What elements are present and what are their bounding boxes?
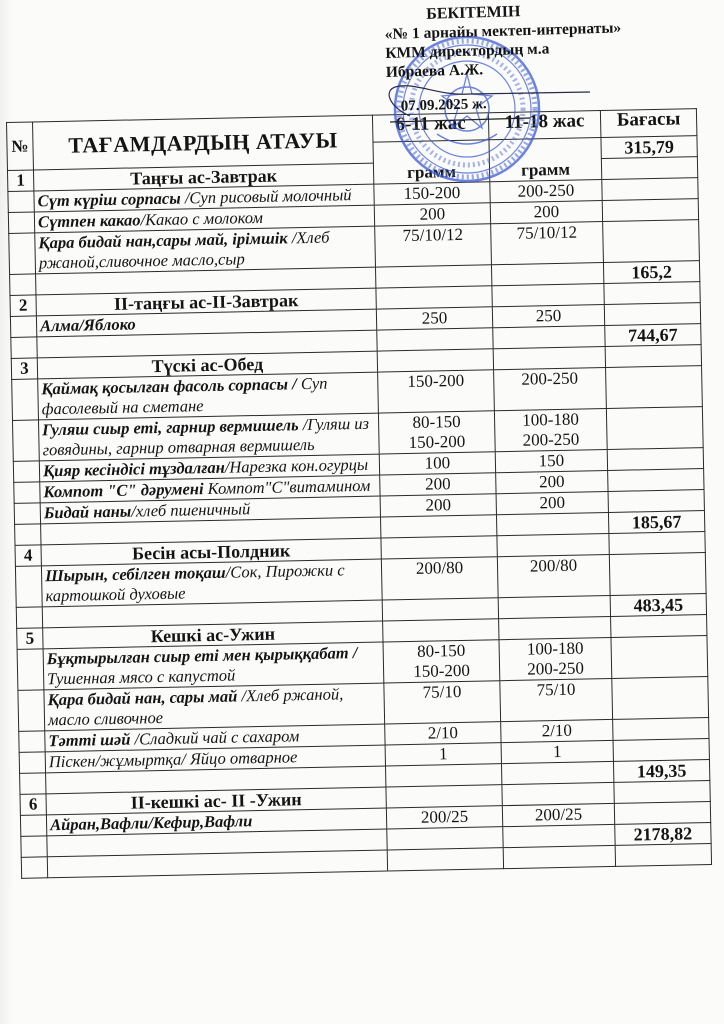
dish-name-kz: Сүт күріш сорпасы	[37, 188, 181, 211]
dish-name-ru: Компот"С"витамином	[203, 475, 371, 499]
section-number: 3	[11, 358, 37, 380]
empty-cell	[382, 598, 498, 621]
dish-name	[44, 683, 385, 731]
header-age-11-18: 11-18 жас	[488, 111, 601, 140]
header-unit-gram-2: грамм	[489, 138, 602, 182]
header-unit-gram-1: грамм	[373, 140, 490, 184]
dish-name-kz: Компот "С" дәрумені	[43, 479, 204, 502]
empty-cell	[497, 533, 609, 556]
dish-name-kz: Шырын, себілген тоқаш	[44, 562, 226, 586]
empty-cell	[615, 843, 711, 866]
dish-name-kz: Айран,Вафли/Кефир,Вафли	[49, 811, 253, 835]
empty-cell	[375, 265, 491, 288]
empty-cell	[606, 366, 703, 409]
empty-cell	[11, 337, 37, 359]
dish-name-ru: /Нарезка кон.огурцы	[224, 454, 369, 477]
dish-name-ru: /Хлеб ржаной,сливочное масло,сыр	[38, 227, 330, 273]
section-number: 6	[20, 794, 46, 816]
empty-cell	[609, 532, 705, 555]
portion-6-11: 200/25	[386, 806, 502, 829]
dish-name-kz: Қара бидай нан,сары май, ірімшік	[38, 228, 288, 253]
dish-name-kz: Тәтті шәй	[48, 729, 131, 751]
empty-cell	[606, 407, 703, 450]
empty-cell	[377, 328, 493, 351]
empty-cell	[496, 512, 608, 535]
portion-6-11: 200/80	[381, 557, 498, 600]
header-age-6-11: 6-11 жас	[372, 113, 489, 142]
portion-11-18: 200/80	[497, 554, 610, 597]
dish-name-kz: Қара бидай нан, сары май	[47, 686, 238, 710]
portion-11-18: 250	[492, 305, 604, 328]
portion-11-18: 200	[490, 201, 602, 224]
empty-cell	[604, 282, 700, 305]
empty-cell	[17, 649, 44, 691]
empty-cell	[604, 303, 700, 326]
empty-cell	[12, 379, 39, 421]
empty-cell	[613, 718, 709, 741]
portion-6-11: 100	[379, 452, 495, 475]
dish-name-ru: Суп фасолевый на сметане	[41, 373, 328, 419]
dish-name-ru: /Сок, Пирожки с картошкой духовые	[45, 560, 345, 606]
portion-6-11: 75/10/12	[375, 224, 492, 267]
dish-name-kz: Қаймақ қосылған фасоль сорпасы /	[41, 374, 297, 399]
empty-cell	[499, 616, 611, 639]
empty-cell	[21, 836, 47, 858]
empty-cell	[376, 286, 492, 309]
menu-table	[6, 108, 712, 879]
portion-6-11: 150-200	[378, 370, 495, 413]
approval-date: 07.09.2025 ж.	[400, 96, 487, 115]
dish-name-ru: /Суп рисовый молочный	[180, 185, 352, 208]
approval-position: КММ директордың м.а	[385, 40, 550, 62]
empty-cell	[614, 781, 710, 804]
empty-cell	[608, 490, 704, 513]
dish-name	[41, 559, 382, 607]
empty-cell	[611, 636, 708, 679]
empty-cell	[612, 677, 709, 720]
empty-cell	[609, 553, 706, 596]
empty-cell	[602, 178, 698, 201]
empty-cell	[19, 731, 45, 753]
empty-cell	[20, 773, 46, 795]
header-number: №	[7, 122, 34, 171]
empty-cell	[20, 815, 46, 837]
empty-cell	[8, 212, 34, 234]
portion-11-18: 200-250	[494, 368, 607, 411]
approval-title: БЕКІТЕМІН	[426, 3, 521, 23]
dish-name-kz: Бұқтырылған сиыр еті мен қырыққабат /	[46, 643, 358, 669]
empty-cell	[381, 536, 497, 559]
empty-cell	[386, 785, 502, 808]
portion-11-18: 75/10/12	[491, 222, 604, 265]
dish-name-kz: Қияр кесіндісі тұздалған	[42, 457, 225, 481]
dish-name-ru: /Гуляш из говядины, гарнир отварная вермишель	[42, 413, 370, 460]
section-title: Түскі ас-Обед	[37, 351, 377, 379]
dish-name	[35, 226, 376, 274]
portion-6-11: 200	[380, 494, 496, 517]
section-price: 744,67	[605, 324, 701, 347]
portion-11-18: 200	[496, 491, 608, 514]
dish-name-ru: /Хлеб ржаной, масло сливочное	[47, 684, 344, 730]
dish-name	[38, 372, 379, 420]
empty-cell	[9, 233, 36, 275]
empty-cell	[21, 857, 47, 879]
empty-cell	[613, 739, 709, 762]
empty-cell	[502, 782, 614, 805]
empty-cell	[10, 274, 36, 296]
portion-11-18: 200/25	[502, 803, 614, 826]
empty-cell	[601, 157, 697, 180]
portion-11-18: 200	[496, 470, 608, 493]
section-title: Кешкі ас-Ужин	[43, 621, 383, 649]
empty-cell	[8, 191, 34, 213]
empty-cell	[377, 349, 493, 372]
dish-name-ru: /хлеб пшеничный	[131, 499, 251, 521]
dish-name-kz: Бидай наны	[43, 501, 132, 523]
empty-cell	[603, 220, 700, 263]
total-price: 2178,82	[615, 822, 711, 845]
portion-11-18: 75/10	[500, 678, 613, 721]
portion-11-18: 100-180 200-250	[499, 637, 612, 680]
empty-cell	[386, 764, 502, 787]
portion-11-18: 2/10	[501, 719, 613, 742]
approval-institution: «№ 1 арнайы мектеп-интернаты»	[384, 19, 622, 43]
portion-6-11: 1	[385, 743, 501, 766]
portion-11-18: 100-180 200-250	[494, 409, 607, 452]
section-number: 2	[10, 295, 36, 317]
empty-cell	[493, 326, 605, 349]
portion-6-11: 200	[380, 473, 496, 496]
approval-name: Ибраева А.Ж.	[385, 61, 484, 81]
section-title: Таңғы ас-Завтрак	[33, 163, 373, 191]
section-title: II-кешкі ас- II -Ужин	[46, 787, 386, 815]
empty-cell	[16, 607, 42, 629]
dish-name	[38, 413, 379, 461]
empty-cell	[387, 827, 503, 850]
empty-cell	[503, 824, 615, 847]
empty-cell	[605, 345, 701, 368]
portion-6-11: 250	[376, 307, 492, 330]
empty-cell	[15, 524, 41, 546]
empty-cell	[13, 461, 39, 483]
dish-name-kz: Гуляш сиыр еті, гарнир вермишель	[41, 415, 299, 440]
dish-name-ru: Піскен/жұмыртқа/ Яйцо отварное	[48, 747, 298, 772]
empty-cell	[491, 263, 603, 286]
portion-11-18: 200-250	[490, 180, 602, 203]
empty-cell	[14, 482, 40, 504]
section-title: Бесін асы-Полдник	[41, 538, 381, 566]
dish-name-kz: Сүтпен какао	[37, 210, 141, 232]
empty-cell	[614, 802, 710, 825]
section-number: 4	[15, 545, 41, 567]
section-number: 5	[17, 628, 43, 650]
portion-6-11: 150-200	[374, 182, 490, 205]
dish-name-ru: Тушенная мясо с капустой	[46, 665, 236, 689]
empty-cell	[387, 848, 503, 871]
section-title: II-таңғы ас-II-Завтрак	[36, 288, 376, 316]
empty-cell	[607, 448, 703, 471]
section-price: 185,67	[608, 511, 704, 534]
header-dish-name: ТАҒАМДАРДЫҢ АТАУЫ	[33, 115, 374, 170]
section-price: 165,2	[603, 261, 699, 284]
empty-cell	[492, 284, 604, 307]
portion-6-11: 80-150 150-200	[383, 640, 500, 683]
empty-cell	[608, 469, 704, 492]
empty-cell	[498, 595, 610, 618]
section-number: 1	[7, 170, 33, 192]
dish-name-ru: /Сладкий чай с сахаром	[130, 726, 300, 749]
empty-cell	[383, 619, 499, 642]
menu-table-wrapper	[6, 108, 721, 879]
portion-11-18: 1	[501, 740, 613, 763]
section-price: 149,35	[613, 760, 709, 783]
empty-cell	[12, 420, 39, 462]
portion-6-11: 200	[374, 203, 490, 226]
dish-name-ru: /Какао с молоком	[140, 207, 264, 230]
header-price: Бағасы	[600, 109, 697, 138]
portion-11-18: 150	[495, 450, 607, 473]
empty-cell	[602, 199, 698, 222]
portion-6-11: 2/10	[385, 722, 501, 745]
empty-cell	[611, 615, 707, 638]
portion-6-11: 75/10	[384, 681, 501, 724]
empty-cell	[501, 761, 613, 784]
dish-name-kz: Алма/Яблоко	[39, 314, 136, 336]
section-price: 483,45	[610, 594, 706, 617]
section-price: 315,79	[601, 136, 697, 159]
signature	[380, 78, 600, 128]
empty-cell	[14, 503, 40, 525]
dish-name	[43, 642, 384, 690]
empty-cell	[15, 566, 42, 608]
empty-cell	[18, 690, 45, 732]
empty-cell	[503, 845, 615, 868]
empty-cell	[19, 752, 45, 774]
empty-cell	[493, 347, 605, 370]
portion-6-11: 80-150 150-200	[378, 411, 495, 454]
empty-cell	[381, 515, 497, 538]
empty-cell	[10, 316, 36, 338]
